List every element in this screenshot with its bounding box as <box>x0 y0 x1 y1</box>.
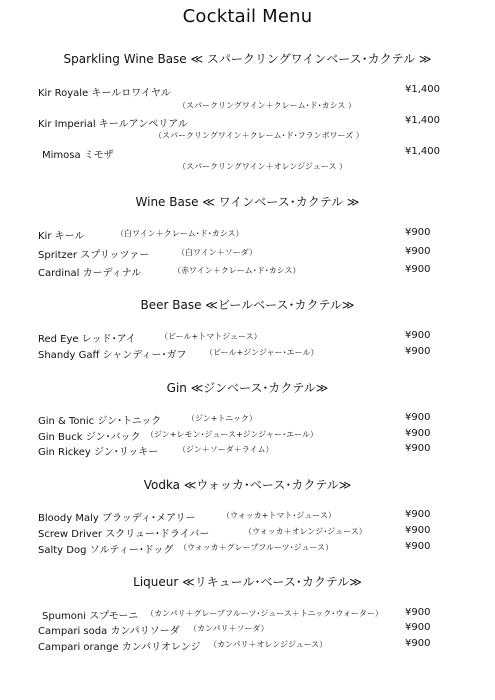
item-price: ¥900 <box>405 607 431 618</box>
section-heading-gin: Gin ≪ジンベース･カクテル≫ <box>166 381 329 395</box>
item-price: ¥1,400 <box>405 115 440 126</box>
item-description: （赤ワイン＋クレーム･ド･カシス） <box>173 266 301 275</box>
item-description: （ジン＋ソーダ＋ライム） <box>178 445 274 454</box>
item-price: ¥900 <box>405 412 431 423</box>
section-heading-beer: Beer Base ≪ビールベース･カクテル≫ <box>140 298 355 312</box>
section-heading-vodka: Vodka ≪ウォッカ･ベース･カクテル≫ <box>143 478 352 492</box>
item-price: ¥900 <box>405 227 431 238</box>
item-price: ¥900 <box>405 638 431 649</box>
item-name: Mimosa ミモザ <box>42 150 114 161</box>
item-name: Screw Driver スクリュー･ドライバー <box>38 529 210 540</box>
item-price: ¥900 <box>405 525 431 536</box>
item-name: Bloody Maly ブラッディ･メアリー <box>38 513 196 524</box>
menu-item <box>0 443 495 458</box>
item-description: （ジン+トニック） <box>187 414 257 423</box>
page-title: Cocktail Menu <box>182 6 313 27</box>
item-name: Campari orange カンパリオレンジ <box>38 642 201 653</box>
item-name: Cardinal カーディナル <box>38 268 142 279</box>
item-price: ¥900 <box>405 264 431 275</box>
item-name: Gin Buck ジン･バック <box>38 432 141 443</box>
item-description: （スパークリングワイン＋クレーム･ド･カシス ） <box>178 101 356 110</box>
item-price: ¥1,400 <box>405 84 440 95</box>
section-heading-liqueur: Liqueur ≪リキュール･ベース･カクテル≫ <box>133 575 362 589</box>
item-description: （カンパリ＋グレープフルーツ･ジュース＋トニック･ウォーター） <box>146 609 383 618</box>
item-description: （スパークリングワイン＋オレンジジュース ） <box>178 162 347 171</box>
item-name: Kir Royale キールロワイヤル <box>38 88 171 99</box>
item-name: Campari soda カンパリソーダ <box>38 626 180 637</box>
item-name: Shandy Gaff シャンディー･ガフ <box>38 350 187 361</box>
item-description: （ウォッカ＋オレンジ･ジュース） <box>244 527 367 536</box>
item-description: （ウォッカ＋グレープフルーツ･ジュース） <box>179 543 334 552</box>
item-description: （白ワイン＋ソーダ） <box>177 248 257 257</box>
menu-item <box>0 330 495 345</box>
item-price: ¥900 <box>405 246 431 257</box>
item-price: ¥900 <box>405 428 431 439</box>
item-description: （スパークリングワイン＋クレーム･ド･フランボワーズ ） <box>154 131 364 140</box>
menu-item <box>0 227 495 242</box>
menu-item <box>0 541 495 556</box>
item-price: ¥900 <box>405 443 431 454</box>
item-name: Spumoni スプモーニ <box>42 611 139 622</box>
menu-item <box>0 264 495 279</box>
menu-item <box>0 146 495 161</box>
menu-item <box>0 346 495 361</box>
item-name: Kir Imperial キールアンペリアル <box>38 119 188 130</box>
item-name: Gin Rickey ジン･リッキー <box>38 447 159 458</box>
menu-item <box>0 84 495 99</box>
item-description: （カンパリ＋ソーダ） <box>189 624 269 633</box>
item-price: ¥900 <box>405 509 431 520</box>
item-price: ¥1,400 <box>405 146 440 157</box>
menu-item <box>0 246 495 261</box>
menu-item <box>0 622 495 637</box>
item-name: Red Eye レッド･アイ <box>38 334 136 345</box>
menu-item <box>0 607 495 622</box>
item-description: （白ワイン＋クレーム･ド･カシス） <box>116 229 244 238</box>
item-description: （カンパリ＋オレンジジュース） <box>209 640 328 649</box>
item-description: （ビール+ジンジャー･エール） <box>205 348 319 357</box>
menu-item <box>0 509 495 524</box>
menu-item <box>0 412 495 427</box>
menu-item <box>0 638 495 653</box>
item-price: ¥900 <box>405 346 431 357</box>
item-description: （ビール+トマトジュース） <box>160 332 262 341</box>
section-heading-wine: Wine Base ≪ ワインベース･カクテル ≫ <box>135 195 360 209</box>
item-description: （ウォッカ+トマト･ジュース） <box>222 511 336 520</box>
item-name: Gin & Tonic ジン･トニック <box>38 416 162 427</box>
item-price: ¥900 <box>405 622 431 633</box>
menu-item <box>0 115 495 130</box>
item-name: Spritzer スプリッツァー <box>38 250 150 261</box>
item-description: （ジン+レモン･ジュース+ジンジャー･エール） <box>146 430 318 439</box>
item-price: ¥900 <box>405 330 431 341</box>
item-name: Salty Dog ソルティー･ドッグ <box>38 545 174 556</box>
item-price: ¥900 <box>405 541 431 552</box>
menu-item <box>0 525 495 540</box>
menu-item <box>0 428 495 443</box>
item-name: Kir キール <box>38 231 85 242</box>
section-heading-sparkling: Sparkling Wine Base ≪ スパークリングワインベース･カクテル ≫ <box>63 52 432 66</box>
